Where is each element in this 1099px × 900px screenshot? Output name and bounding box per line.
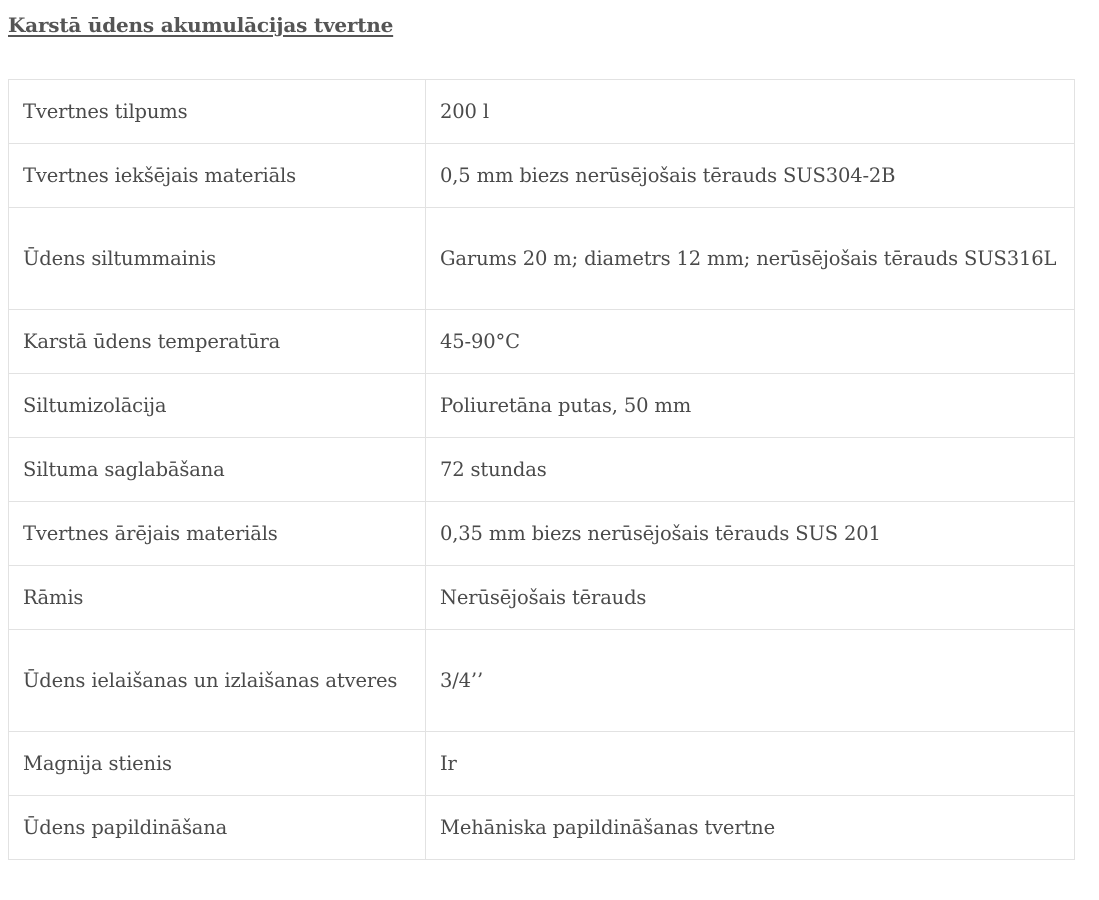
table-row: [9, 208, 1075, 310]
spec-label: Ūdens siltummainis: [9, 208, 426, 310]
spec-label: Ūdens papildināšana: [9, 796, 426, 860]
spec-label: Siltumizolācija: [9, 374, 426, 438]
table-row: [9, 566, 1075, 630]
spec-label: Magnija stienis: [9, 732, 426, 796]
table-row: [9, 438, 1075, 502]
table-row: [9, 144, 1075, 208]
spec-value: 200 l: [426, 80, 1075, 144]
spec-label: Ūdens ielaišanas un izlaišanas atveres: [9, 630, 426, 732]
spec-value: Mehāniska papildināšanas tvertne: [426, 796, 1075, 860]
table-row: [9, 374, 1075, 438]
spec-value: Nerūsējošais tērauds: [426, 566, 1075, 630]
spec-label: Tvertnes iekšējais materiāls: [9, 144, 426, 208]
table-row: [9, 796, 1075, 860]
spec-value: Ir: [426, 732, 1075, 796]
spec-value: 0,5 mm biezs nerūsējošais tērauds SUS304-2B: [426, 144, 1075, 208]
table-row: [9, 310, 1075, 374]
table-row: [9, 630, 1075, 732]
spec-table: [8, 79, 1075, 860]
spec-value: 3/4’’: [426, 630, 1075, 732]
table-row: [9, 732, 1075, 796]
spec-value: Poliuretāna putas, 50 mm: [426, 374, 1075, 438]
spec-label: Karstā ūdens temperatūra: [9, 310, 426, 374]
spec-label: Rāmis: [9, 566, 426, 630]
spec-value: 45-90°C: [426, 310, 1075, 374]
spec-label: Tvertnes tilpums: [9, 80, 426, 144]
spec-value: 72 stundas: [426, 438, 1075, 502]
spec-label: Tvertnes ārējais materiāls: [9, 502, 426, 566]
spec-value: 0,35 mm biezs nerūsējošais tērauds SUS 201: [426, 502, 1075, 566]
spec-value: Garums 20 m; diametrs 12 mm; nerūsējošais tērauds SUS316L: [426, 208, 1075, 310]
table-row: [9, 502, 1075, 566]
table-row: [9, 80, 1075, 144]
page-title: Karstā ūdens akumulācijas tvertne: [8, 13, 394, 37]
spec-label: Siltuma saglabāšana: [9, 438, 426, 502]
